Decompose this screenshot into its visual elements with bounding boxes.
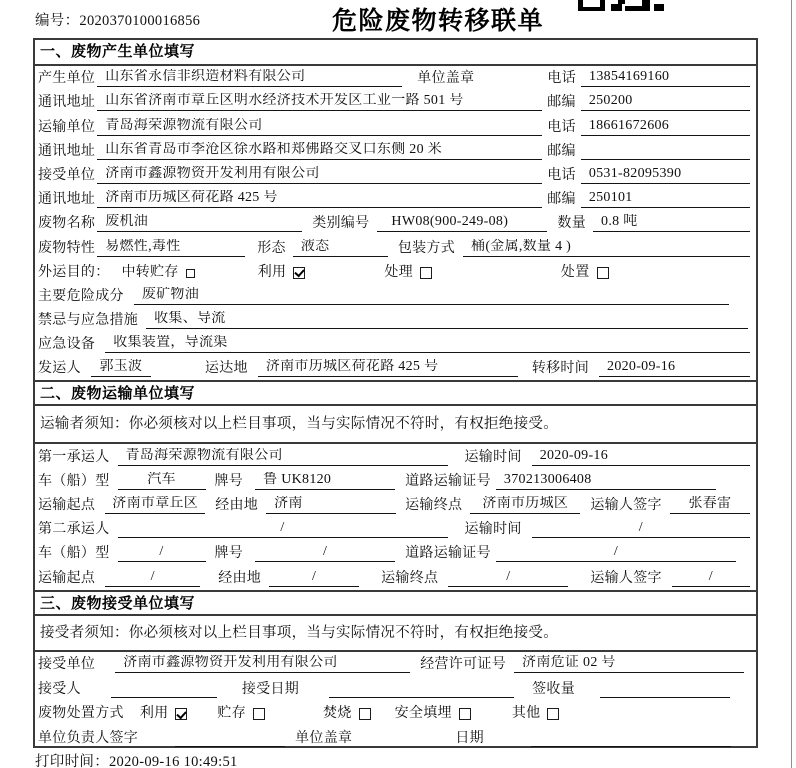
producer-row	[35, 66, 756, 90]
route2-row	[35, 565, 756, 589]
measures-value: 收集、导流	[146, 311, 748, 329]
time2-label: 运输时间	[464, 522, 522, 538]
carrier1-label: 第一承运人	[38, 449, 110, 465]
vehicle2-label: 车（船）型	[38, 546, 110, 562]
addr3-label: 通讯地址	[38, 192, 96, 208]
permit1-label: 道路运输证号	[405, 473, 491, 489]
purpose-transfer-label: 中转贮存	[121, 264, 179, 280]
sign2-value: /	[672, 569, 750, 587]
date2-label: 日期	[455, 730, 484, 746]
measures-row	[35, 308, 756, 332]
pack-value: 桶(金属,数量 4 )	[463, 239, 750, 257]
amount-label: 签收量	[532, 681, 576, 697]
disposal-store-label: 贮存	[217, 706, 247, 722]
disposal-other-label: 其他	[511, 706, 541, 722]
qty-value: 0.8 吨	[593, 214, 750, 232]
checkbox-disposal-store	[253, 708, 265, 720]
amount-value	[600, 680, 730, 698]
head-sign-value	[175, 729, 285, 747]
date-label: 接受日期	[241, 681, 300, 697]
disposal-incinerate-label: 焚烧	[323, 706, 352, 722]
disposal-option-store	[217, 705, 265, 722]
section3-header: 三、废物接受单位填写	[35, 590, 756, 616]
receiving-unit-row	[35, 652, 756, 677]
transporter-notice: 运输者须知：你必须核对以上栏目事项，当与实际情况不符时，有权拒绝接受。	[35, 406, 756, 444]
checkbox-disposal-incinerate	[359, 708, 371, 720]
form-value: 液态	[293, 239, 388, 257]
sign2-label: 运输人签字	[590, 570, 662, 586]
unit-value: 济南市鑫源物资开发利用有限公司	[115, 655, 410, 673]
addr2-label: 通讯地址	[38, 143, 96, 159]
receiver-notice: 接受者须知：你必须核对以上栏目事项，当与实际情况不符时，有权拒绝接受。	[35, 616, 756, 652]
disposal-landfill-label: 安全填埋	[394, 706, 452, 722]
unit-seal-label: 单位盖章	[417, 71, 475, 87]
disposal-option-landfill	[395, 705, 471, 722]
purpose-row	[35, 260, 756, 284]
zip2-label: 邮编	[547, 143, 576, 159]
route1-row	[35, 493, 756, 517]
receiver-value: 济南市鑫源物资开发利用有限公司	[97, 166, 542, 184]
equipment-row	[35, 332, 756, 356]
serial-number	[35, 9, 200, 30]
pack-label: 包装方式	[397, 240, 456, 256]
carrier2-value: /	[118, 520, 448, 538]
phone1-label: 电话	[547, 71, 577, 87]
plate1-value: 鲁 UK8120	[255, 472, 395, 490]
transporter-label: 运输单位	[38, 119, 96, 135]
unit-label: 接受单位	[38, 657, 96, 673]
transfer-time-value: 2020-09-16	[599, 359, 750, 377]
disposal-label: 废物处置方式	[38, 706, 124, 722]
equipment-label: 应急设备	[38, 337, 96, 353]
shipper-label: 发运人	[38, 361, 81, 377]
producer-label: 产生单位	[38, 71, 96, 87]
addr1-label: 通讯地址	[38, 95, 96, 111]
vehicle2-row	[35, 541, 756, 565]
addr2-value: 山东省青岛市李沧区徐水路和郑佛路交叉口东侧 20 米	[97, 142, 542, 160]
permit1-value: 370213006408	[496, 472, 716, 490]
vehicle2-value: /	[118, 544, 206, 562]
permit2-label: 道路运输证号	[405, 546, 491, 562]
via1-label: 经由地	[215, 498, 259, 513]
category-value: HW08(900-249-08)	[377, 214, 547, 232]
zip2-value	[581, 142, 750, 160]
person-value	[111, 680, 217, 698]
serial-value: 2020370100016856	[79, 13, 201, 29]
time1-label: 运输时间	[464, 449, 522, 465]
phone1-value: 13854169160	[581, 69, 750, 87]
print-time-label: 打印时间：	[35, 754, 109, 768]
disposal-utilize-label: 利用	[139, 706, 169, 722]
addr3-value: 济南市历城区荷花路 425 号	[97, 190, 542, 208]
producer-address-row	[35, 90, 756, 114]
equipment-value: 收集装置，导流渠	[105, 335, 750, 353]
unit-seal2-label: 单位盖章	[295, 730, 353, 746]
disposal-option-other	[512, 705, 560, 722]
measures-label: 禁忌与应急措施	[38, 313, 139, 329]
vehicle1-row	[35, 469, 756, 493]
hazard-value: 废矿物油	[134, 287, 729, 305]
purpose-option-utilize	[258, 264, 306, 281]
plate2-label: 牌号	[214, 546, 244, 562]
transporter-row	[35, 114, 756, 138]
origin1-value: 济南市章丘区	[105, 496, 205, 514]
print-time	[35, 750, 238, 768]
serial-label: 编号：	[35, 13, 80, 29]
head-signature-row	[35, 725, 756, 750]
checkbox-transfer-storage	[186, 269, 195, 278]
shipper-row	[35, 356, 756, 380]
qr-code-fragment-icon	[578, 0, 666, 11]
zip1-label: 邮编	[547, 95, 576, 111]
head-sign-label: 单位负责人签字	[38, 730, 139, 746]
time2-value: /	[532, 520, 750, 538]
purpose-utilize-label: 利用	[257, 264, 287, 280]
disposal-method-row	[35, 701, 756, 726]
checkbox-disposal-landfill	[459, 708, 471, 720]
purpose-label: 外运目的：	[38, 264, 110, 280]
phone2-label: 电话	[547, 119, 576, 135]
checkbox-dispose	[597, 267, 609, 279]
vehicle1-label: 车（船）型	[38, 473, 110, 489]
sign1-value: 张春雷	[670, 496, 750, 514]
section1-header: 一、废物产生单位填写	[35, 40, 756, 66]
origin1-label: 运输起点	[38, 498, 96, 513]
category-label: 类别编号	[312, 216, 370, 232]
via2-value: /	[269, 569, 359, 587]
via1-value: 济南	[266, 496, 396, 514]
receiver-row	[35, 163, 756, 187]
zip3-value: 250101	[581, 190, 750, 208]
permit2-value: /	[496, 544, 736, 562]
traits-label: 废物特性	[38, 240, 96, 256]
license-label: 经营许可证号	[420, 657, 507, 673]
form-label: 形态	[257, 240, 286, 256]
origin2-value: /	[105, 569, 200, 587]
section2-header: 二、废物运输单位填写	[35, 380, 756, 406]
vehicle1-value: 汽车	[118, 472, 206, 490]
plate1-label: 牌号	[214, 473, 244, 489]
carrier2-row	[35, 517, 756, 541]
receiver-address-row	[35, 187, 756, 211]
plate2-value: /	[255, 544, 395, 562]
phone2-value: 18661672606	[581, 118, 750, 136]
waste-name-value: 废机油	[97, 214, 302, 232]
phone3-label: 电话	[547, 167, 576, 183]
purpose-option-transfer	[122, 264, 195, 281]
disposal-option-incinerate	[323, 705, 371, 722]
transporter-value: 青岛海荣源物流有限公司	[97, 118, 542, 136]
end2-label: 运输终点	[381, 570, 439, 586]
purpose-option-treat	[384, 264, 432, 281]
receiving-person-row	[35, 676, 756, 701]
print-time-value: 2020-09-16 10:49:51	[109, 754, 238, 768]
hazard-row	[35, 284, 756, 308]
sign1-label: 运输人签字	[590, 498, 662, 513]
page-edge-line	[791, 0, 792, 768]
date2-value	[531, 729, 731, 747]
checkbox-disposal-other	[547, 708, 559, 720]
shipper-value: 郭玉波	[91, 359, 151, 377]
checkbox-treat	[420, 267, 432, 279]
phone3-value: 0531-82095390	[581, 166, 750, 184]
disposal-option-utilize	[140, 705, 188, 722]
purpose-treat-label: 处理	[384, 264, 413, 280]
traits-value: 易燃性,毒性	[97, 239, 245, 257]
carrier1-row	[35, 444, 756, 468]
person-label: 接受人	[38, 681, 81, 697]
dest-value: 济南市历城区荷花路 425 号	[258, 359, 518, 377]
zip1-value: 250200	[581, 93, 750, 111]
receiver-label: 接受单位	[38, 167, 96, 183]
checkbox-disposal-utilize	[175, 708, 187, 720]
transporter-address-row	[35, 139, 756, 163]
end1-value: 济南市历城区	[470, 496, 580, 514]
zip3-label: 邮编	[547, 192, 576, 208]
dest-label: 运达地	[204, 361, 248, 377]
carrier2-label: 第二承运人	[38, 522, 110, 538]
waste-name-row	[35, 211, 756, 235]
addr1-value: 山东省济南市章丘区明水经济技术开发区工业一路 501 号	[97, 93, 542, 111]
time1-value: 2020-09-16	[532, 448, 750, 466]
qty-label: 数量	[557, 216, 587, 232]
manifest-form-table	[33, 38, 758, 748]
via2-label: 经由地	[218, 570, 262, 586]
transfer-time-label: 转移时间	[531, 361, 590, 377]
purpose-dispose-label: 处置	[560, 264, 590, 280]
date-value	[329, 680, 514, 698]
purpose-option-dispose	[561, 264, 609, 281]
license-value: 济南危证 02 号	[514, 655, 744, 673]
page-title: 危险废物转移联单	[332, 7, 545, 35]
end2-value: /	[448, 569, 568, 587]
checkbox-utilize	[293, 267, 305, 279]
carrier1-value: 青岛海荣源物流有限公司	[118, 448, 448, 466]
producer-value: 山东省永信非织造材料有限公司	[97, 69, 402, 87]
waste-traits-row	[35, 235, 756, 259]
origin2-label: 运输起点	[38, 570, 96, 586]
end1-label: 运输终点	[405, 498, 463, 513]
waste-name-label: 废物名称	[38, 216, 96, 232]
hazard-label: 主要危险成分	[38, 288, 124, 304]
